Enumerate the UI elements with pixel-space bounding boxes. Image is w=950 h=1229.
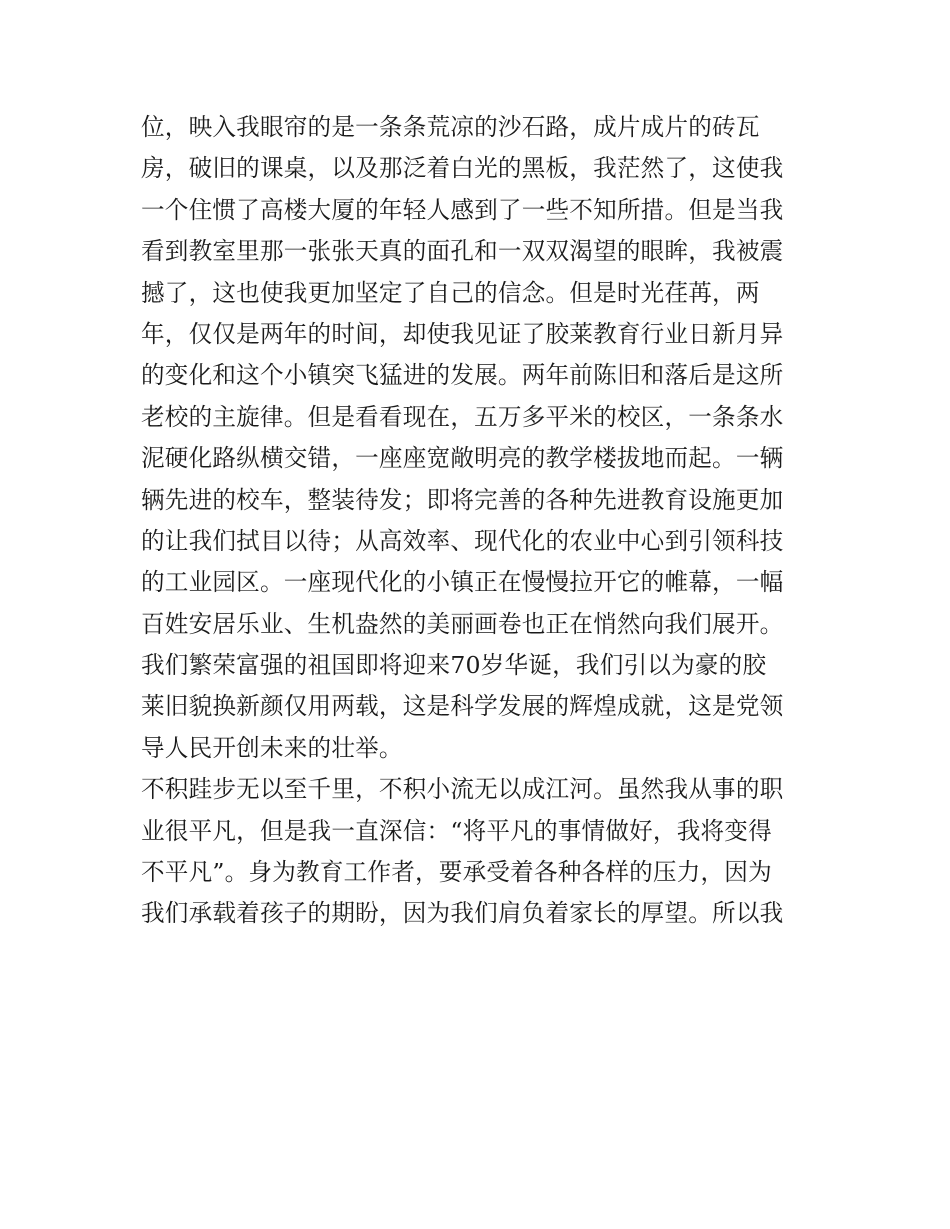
text-line: 辆先进的校车，整装待发；即将完善的各种先进教育设施更加 (141, 485, 784, 514)
text-line: 看到教室里那一张张天真的面孔和一双双渴望的眼眸，我被震 (141, 237, 784, 266)
text-line: 的变化和这个小镇突飞猛进的发展。两年前陈旧和落后是这所 (141, 361, 784, 390)
text-line: 一个住惯了高楼大厦的年轻人感到了一些不知所措。但是当我 (141, 195, 784, 224)
text-line: 导人民开创未来的壮举。 (141, 733, 403, 762)
text-line: 年，仅仅是两年的时间，却使我见证了胶莱教育行业日新月异 (141, 319, 784, 348)
text-line: 业很平凡，但是我一直深信：“将平凡的事情做好，我将变得 (141, 816, 772, 845)
text-line: 房，破旧的课桌，以及那泛着白光的黑板，我茫然了，这使我 (141, 154, 784, 183)
text-line: 老校的主旋律。但是看看现在，五万多平米的校区，一条条水 (141, 402, 784, 431)
text-line: 我们繁荣富强的祖国即将迎来70岁华诞，我们引以为豪的胶 (141, 651, 767, 680)
text-line: 撼了，这也使我更加坚定了自己的信念。但是时光荏苒，两 (141, 278, 760, 307)
text-line: 的工业园区。一座现代化的小镇正在慢慢拉开它的帷幕，一幅 (141, 568, 784, 597)
text-line: 不积跬步无以至千里，不积小流无以成江河。虽然我从事的职 (141, 775, 784, 804)
text-line: 百姓安居乐业、生机盎然的美丽画卷也正在悄然向我们展开。 (141, 609, 784, 638)
text-line: 的让我们拭目以待；从高效率、现代化的农业中心到引领科技 (141, 526, 784, 555)
text-line: 莱旧貌换新颜仅用两载，这是科学发展的辉煌成就，这是党领 (141, 692, 784, 721)
text-line: 位，映入我眼帘的是一条条荒凉的沙石路，成片成片的砖瓦 (141, 113, 760, 141)
text-line: 我们承载着孩子的期盼，因为我们肩负着家长的厚望。所以我 (141, 899, 784, 928)
text-line: 泥硬化路纵横交错，一座座宽敞明亮的教学楼拔地而起。一辆 (141, 444, 784, 473)
body-text (141, 107, 821, 935)
text-line: 不平凡”。身为教育工作者，要承受着各种各样的压力，因为 (141, 858, 772, 887)
